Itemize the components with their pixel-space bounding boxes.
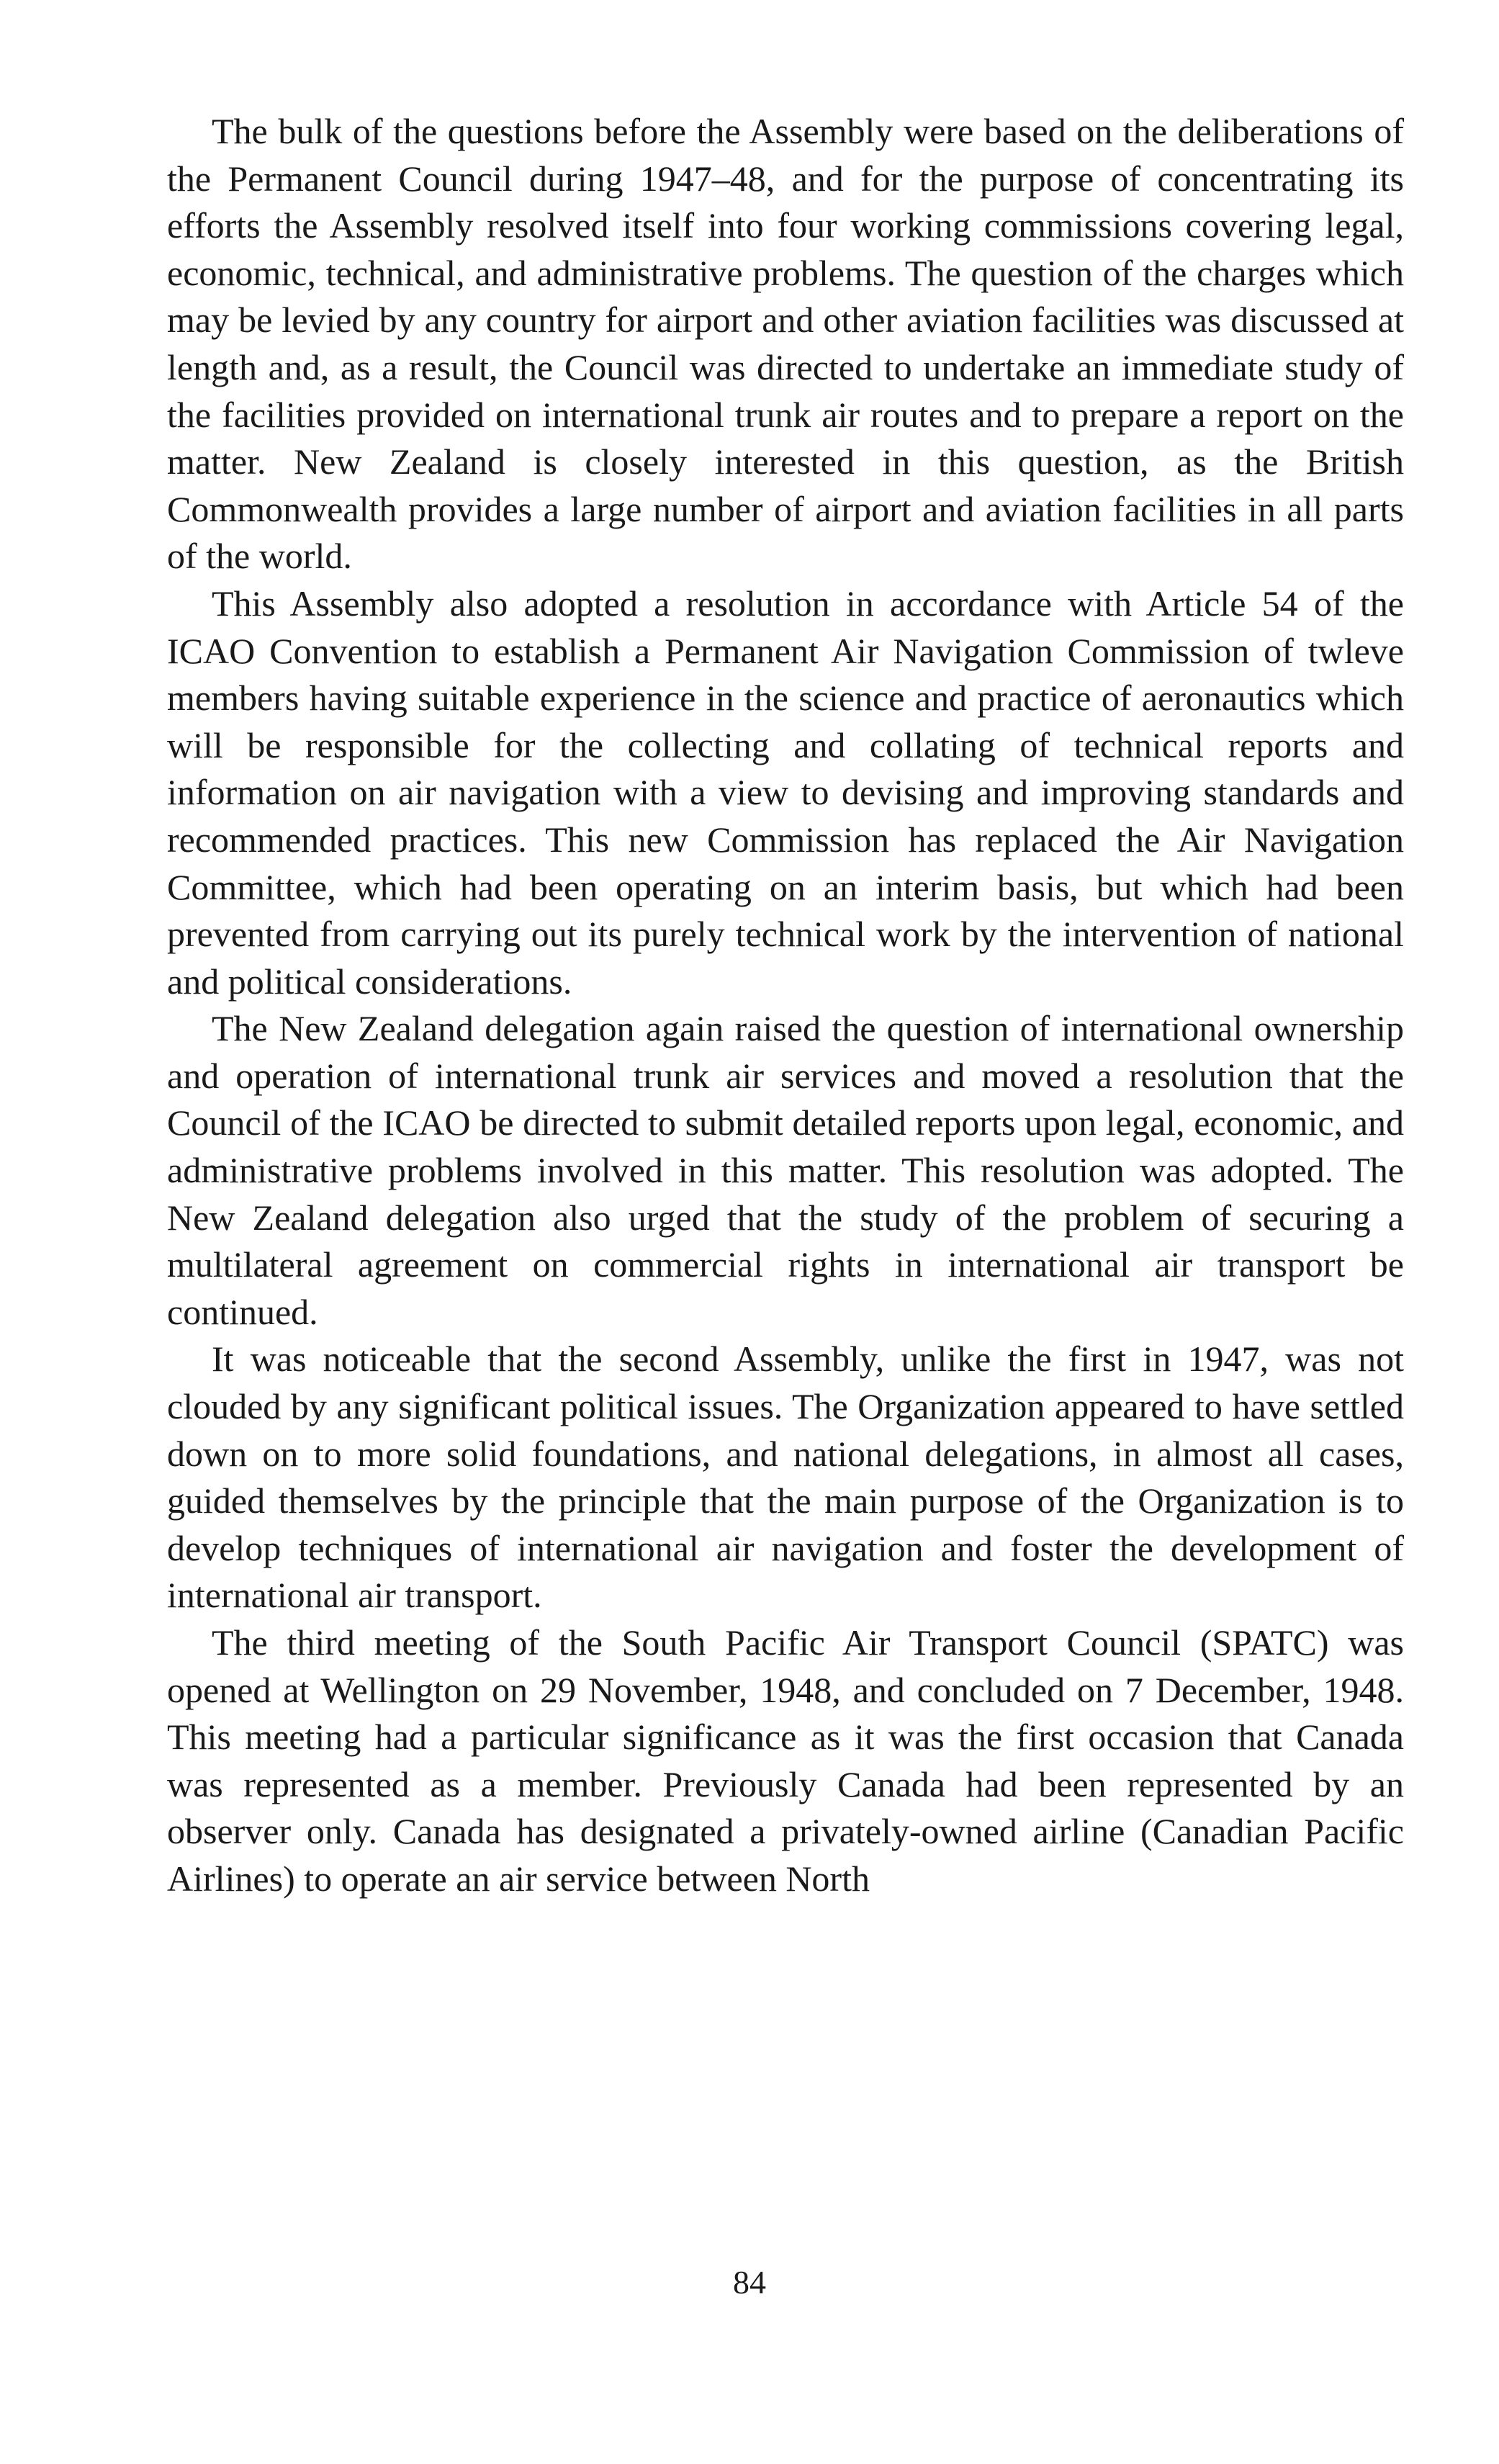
paragraph-air-navigation-commission: This Assembly also adopted a resolution in accordance with Article 54 of the ICAO Convention to establish a Permanent Air Navigation Commission of twleve members having suitable experience in the science and practice of aeronautics which will be responsible for the collecting and collating of technical reports and information on air navigation with a view to devising and improving standards and recommended practices. This new Commission has replaced the Air Navigation Committee, which had been operating on an interim basis, but which had been prevented from carrying out its purely technical work by the intervention of national and political considerations. (167, 583, 1404, 1002)
paragraph-second-assembly: It was noticeable that the second Assembly, unlike the first in 1947, was not clouded by any significant political issues. The Organization appeared to have settled down on to more solid foundations, and national delegations, in almost all cases, guided themselves by the principle that the main purpose of the Organization is to develop techniques of international air navigation and foster the development of international air transport. (167, 1339, 1404, 1616)
paragraph-spatc-meeting: The third meeting of the South Pacific Air Transport Council (SPATC) was opened at Wellington on 29 November, 1948, and concluded on 7 December, 1948. This meeting had a particular significance as it was the first occasion that Canada was represented as a member. Previously Canada had been represented by an observer only. Canada has designated a privately-owned airline (Canadian Pacific Airlines) to operate an air service between North (167, 1622, 1404, 1899)
paragraph-new-zealand-delegation: The New Zealand delegation again raised the question of international ownership and operation of international trunk air services and moved a resolution that the Council of the ICAO be directed to submit detailed reports upon legal, economic, and administrative problems involved in this matter. This resolution was adopted. The New Zealand delegation also urged that the study of the problem of securing a multilateral agreement on commercial rights in international air transport be continued. (167, 1008, 1404, 1332)
page-number: 84 (733, 2264, 766, 2301)
page-body (167, 108, 1404, 1903)
paragraph-assembly-questions: The bulk of the questions before the Assembly were based on the deliberations of the Permanent Council during 1947–48, and for the purpose of concentrating its efforts the Assembly resolved itself into four working commissions covering legal, economic, technical, and administrative problems. The question of the charges which may be levied by any country for airport and other aviation facilities was discussed at length and, as a result, the Council was directed to undertake an immediate study of the facilities provided on international trunk air routes and to prepare a report on the matter. New Zealand is closely interested in this question, as the British Commonwealth provides a large number of airport and aviation facilities in all parts of the world. (167, 111, 1404, 577)
